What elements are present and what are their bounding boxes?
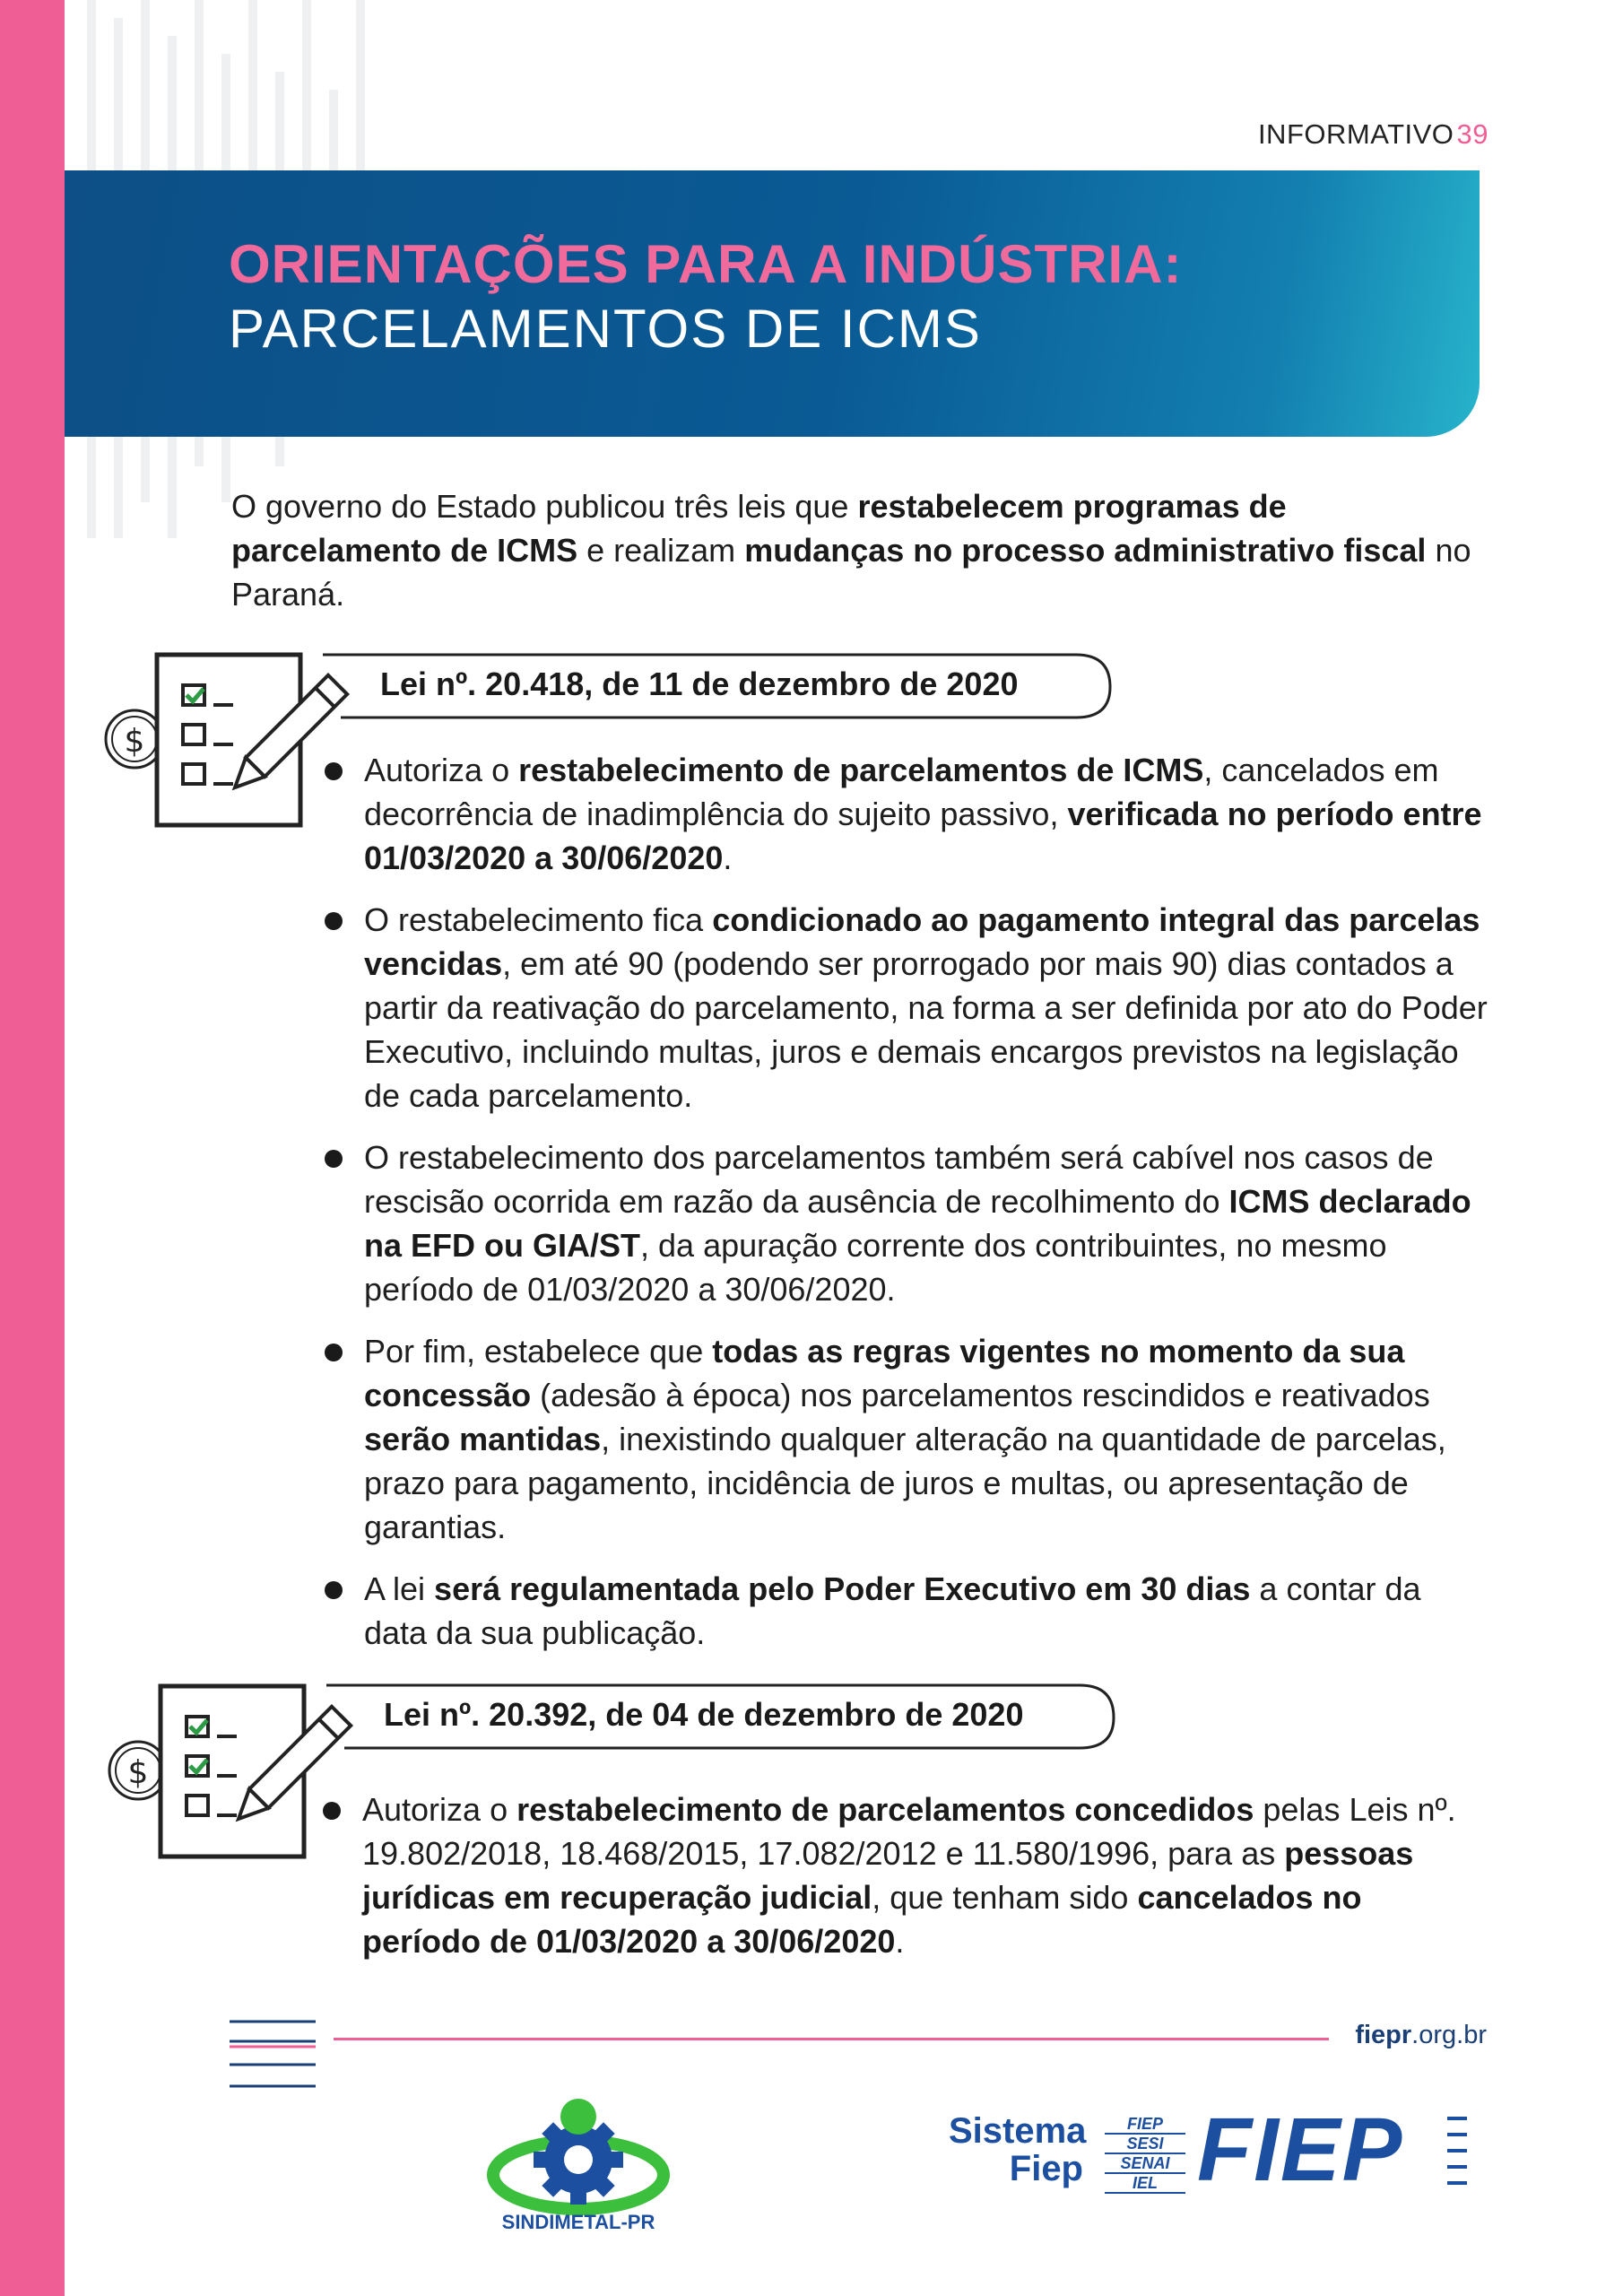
intro-paragraph: O governo do Estado publicou três leis que restabelecem programas de parcelamento de ICMS e realizam mudanças no processo administrativo fiscal no Paraná. [231, 488, 1471, 613]
banner-title-line2: PARCELAMENTOS DE ICMS [229, 299, 982, 359]
title-banner [65, 170, 1480, 437]
left-accent-bar [0, 0, 65, 2296]
svg-text:$: $ [124, 723, 145, 760]
sistema-fiep-text: Sistema Fiep [949, 2111, 1087, 2188]
list-item: A lei será regulamentada pelo Poder Executivo em 30 dias a contar da data da sua publicação. [325, 1567, 1490, 1655]
fiep-entities: FIEP SESI SENAI IEL [1105, 2115, 1185, 2194]
list-item: Por fim, estabelece que todas as regras vigentes no momento da sua concessão (adesão à época) nos parcelamentos rescindidos e reativados serão mantidas, inexistindo qualquer alteração na quantidade de parcelas, prazo para pagamento, incidência de juros e multas, ou apresentação de garantias. [325, 1329, 1490, 1549]
banner-title-line1: ORIENTAÇÕES PARA A INDÚSTRIA: [229, 234, 1183, 294]
sindimetal-name: SINDIMETAL-PR [501, 2211, 655, 2233]
list-item: O restabelecimento fica condicionado ao pagamento integral das parcelas vencidas, em até 90 (podendo ser prorrogado por mais 90) dias contados a partir da reativação do parcelamento, na forma a ser definida por ato do Poder Executivo, incluindo multas, juros e demais encargos previstos na legislação de cada parcelamento. [325, 898, 1490, 1118]
fiep-logo: FIEP [1197, 2100, 1404, 2200]
list-item: Autoriza o restabelecimento de parcelamentos concedidos pelas Leis nº. 19.802/2018, 18.468/2015, 17.082/2012 e 11.580/1996, para as pessoas jurídicas em recuperação judicial, que tenham sido cancelados no período de 01/03/2020 a 30/06/2020. [323, 1787, 1488, 1963]
svg-text:$: $ [127, 1754, 149, 1791]
footer-decorative-lines [230, 2018, 319, 2090]
list-item: O restabelecimento dos parcelamentos também será cabível nos casos de rescisão ocorrida em razão da ausência de recolhimento do ICMS declarado na EFD ou GIA/ST, da apuração corrente dos contribuintes, no mesmo período de 01/03/2020 a 30/06/2020. [325, 1135, 1490, 1311]
issue-label: INFORMATIVO 39 [1257, 118, 1488, 150]
law1-bullets [325, 748, 1490, 1673]
issue-number: 39 [1456, 118, 1488, 150]
footer-rule [334, 2038, 1329, 2040]
website-link[interactable]: fiepr.org.br [1355, 2021, 1487, 2049]
fiep-logo-dashes [1444, 2115, 1471, 2196]
list-item: Autoriza o restabelecimento de parcelamentos de ICMS, cancelados em decorrência de inadimplência do sujeito passivo, verificada no período entre 01/03/2020 a 30/06/2020. [325, 748, 1490, 880]
law2-bullets [323, 1787, 1488, 1981]
